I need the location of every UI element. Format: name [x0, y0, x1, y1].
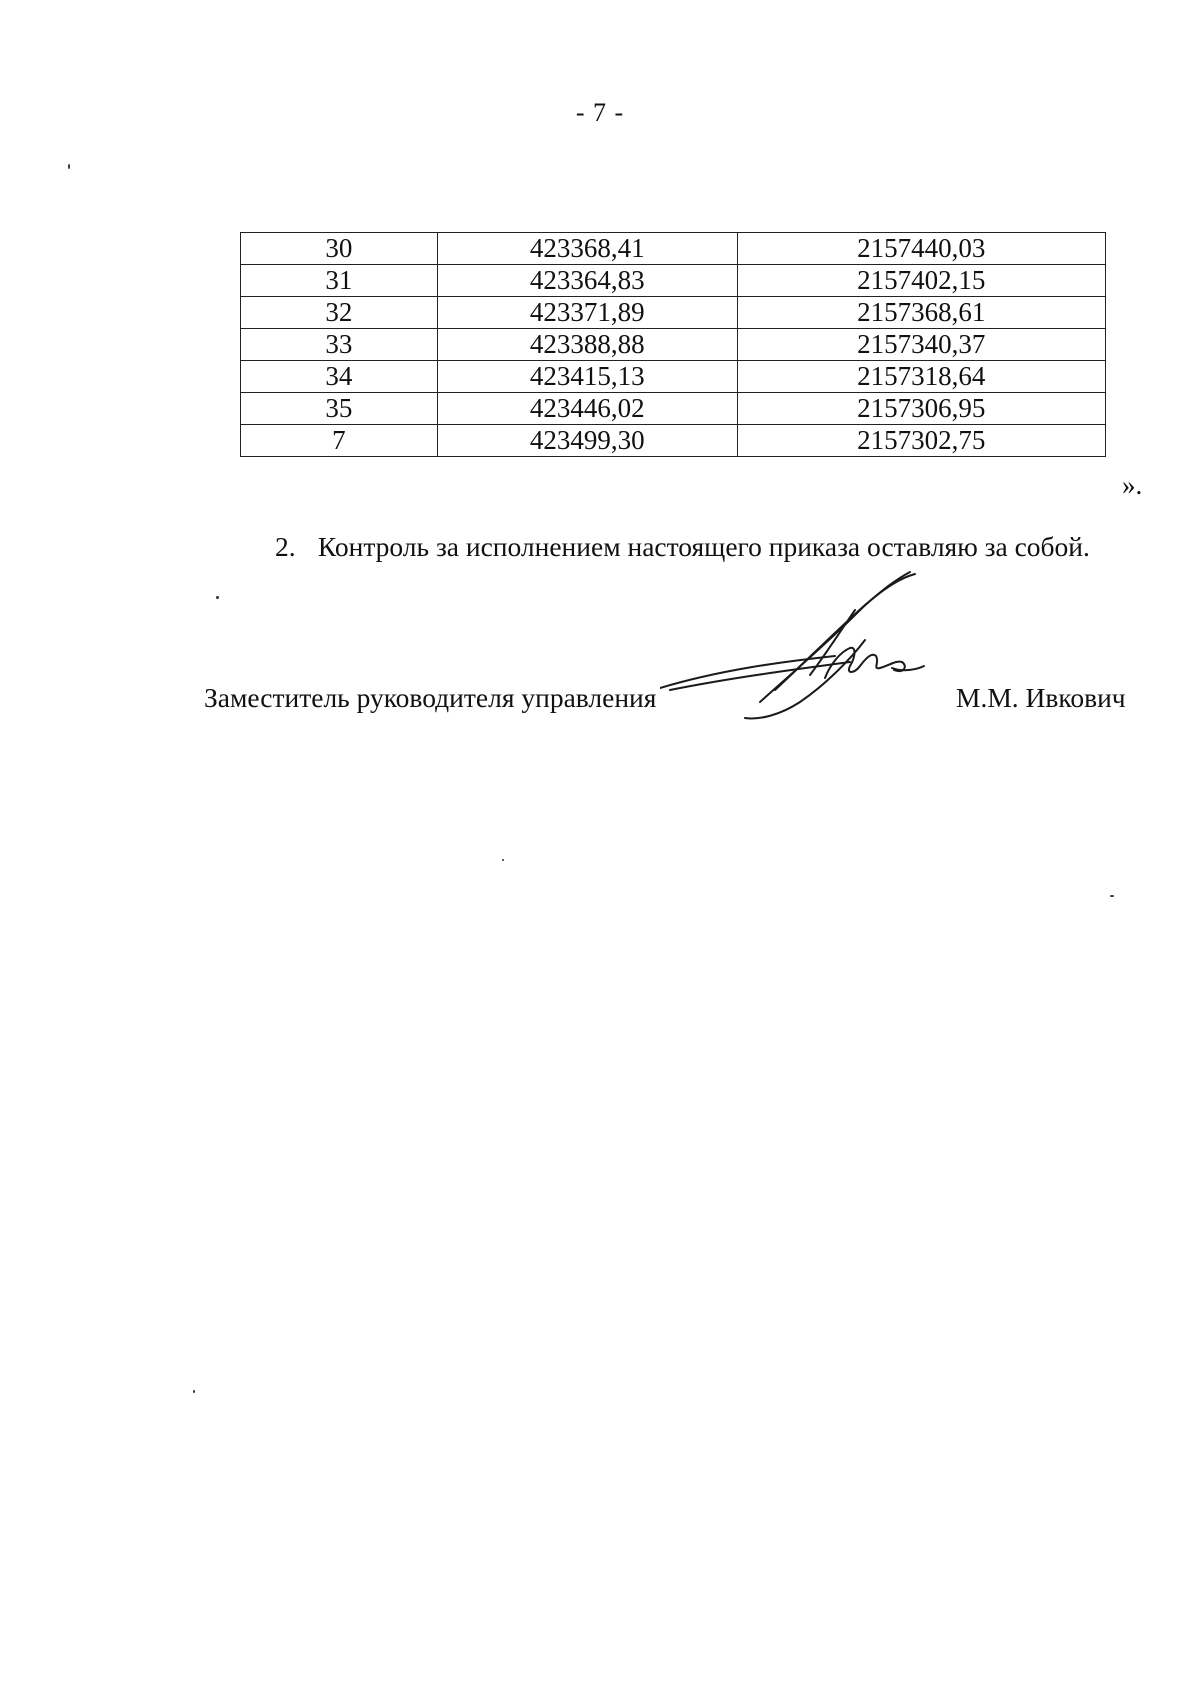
scan-speck — [1110, 895, 1114, 897]
scan-speck — [502, 859, 504, 861]
signer-position-title: Заместитель руководителя управления — [204, 682, 657, 713]
y-coordinate-cell: 2157368,61 — [737, 297, 1105, 329]
y-coordinate-cell: 2157402,15 — [737, 265, 1105, 297]
table-row — [241, 265, 1106, 297]
point-number-cell: 32 — [241, 297, 438, 329]
table-row — [241, 233, 1106, 265]
table-row — [241, 425, 1106, 457]
point-number-cell: 31 — [241, 265, 438, 297]
closing-quote: ». — [1122, 470, 1143, 500]
y-coordinate-cell: 2157306,95 — [737, 393, 1105, 425]
scan-speck — [216, 596, 219, 599]
y-coordinate-cell: 2157340,37 — [737, 329, 1105, 361]
table-row — [241, 393, 1106, 425]
x-coordinate-cell: 423415,13 — [437, 361, 737, 393]
point-number-cell: 7 — [241, 425, 438, 457]
point-number-cell: 35 — [241, 393, 438, 425]
point-number-cell: 30 — [241, 233, 438, 265]
table-row — [241, 361, 1106, 393]
scan-speck — [68, 164, 70, 169]
x-coordinate-cell: 423446,02 — [437, 393, 737, 425]
y-coordinate-cell: 2157440,03 — [737, 233, 1105, 265]
point-number-cell: 34 — [241, 361, 438, 393]
x-coordinate-cell: 423371,89 — [437, 297, 737, 329]
x-coordinate-cell: 423499,30 — [437, 425, 737, 457]
point-number-cell: 33 — [241, 329, 438, 361]
coordinates-table — [240, 232, 1106, 457]
x-coordinate-cell: 423368,41 — [437, 233, 737, 265]
item-number: 2. — [275, 531, 296, 562]
page-number: - 7 - — [575, 98, 625, 127]
item-text: Контроль за исполнением настоящего приказа оставляю за собой. — [317, 531, 1090, 562]
table-row — [241, 297, 1106, 329]
signer-name: М.М. Ивкович — [956, 682, 1126, 713]
scan-speck — [193, 1390, 195, 1393]
y-coordinate-cell: 2157318,64 — [737, 361, 1105, 393]
order-item-2 — [275, 531, 1090, 563]
handwritten-signature — [660, 570, 960, 730]
x-coordinate-cell: 423364,83 — [437, 265, 737, 297]
table-row — [241, 329, 1106, 361]
y-coordinate-cell: 2157302,75 — [737, 425, 1105, 457]
x-coordinate-cell: 423388,88 — [437, 329, 737, 361]
